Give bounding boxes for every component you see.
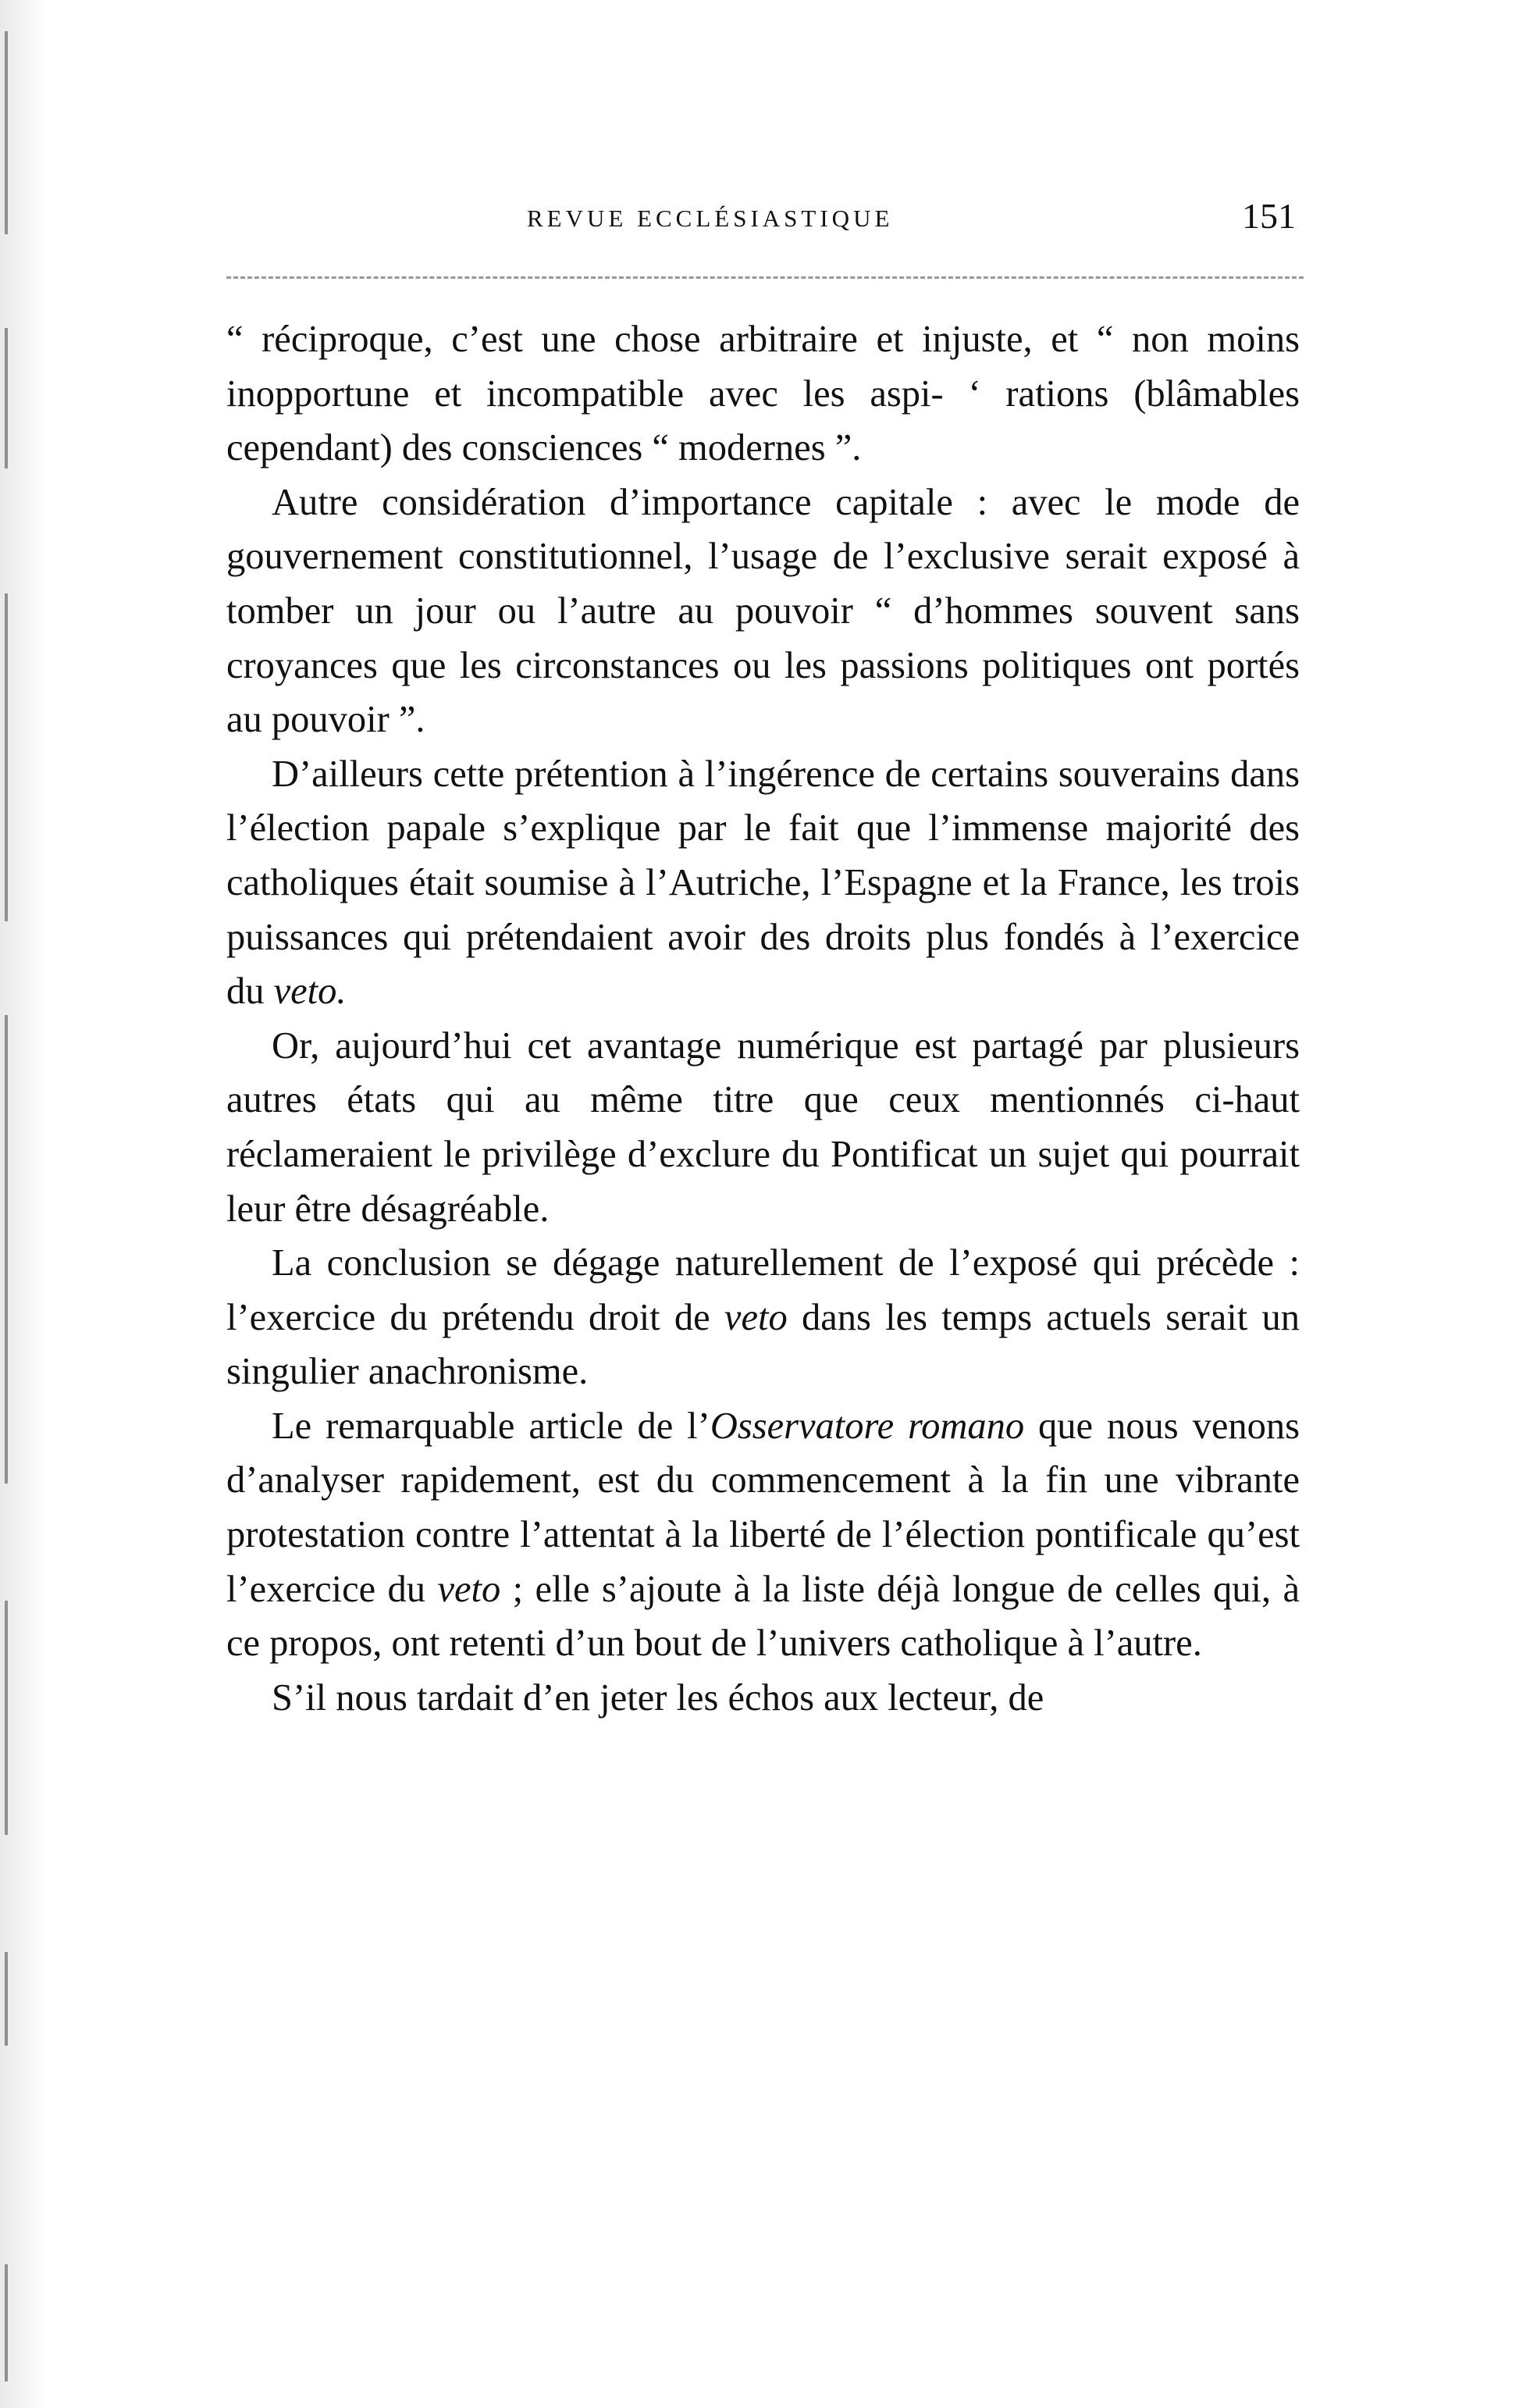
scan-edge-mark (5, 328, 8, 468)
body-text (226, 312, 1300, 1725)
paragraph-text: La conclusion se dégage naturellement de l’exposé qui précède : l’exercice du prétendu droit de (226, 1242, 1300, 1338)
header-rule (226, 276, 1304, 279)
italic-term: veto (724, 1296, 788, 1338)
scan-edge-mark (5, 1601, 8, 1835)
paragraph: “ réciproque, c’est une chose arbitraire et injuste, et “ non moins inopportune et incompatible avec les aspi- ‘ rations (blâmables cependant) des consciences “ modernes ”. (226, 319, 1300, 469)
italic-term: veto (437, 1568, 501, 1610)
paragraph: S’il nous tardait d’en jeter les échos aux lecteur, de (272, 1676, 1044, 1719)
paragraph-text: Le remarquable article de l’ (272, 1405, 710, 1447)
scan-edge-mark (5, 2264, 8, 2381)
page-number: 151 (1242, 196, 1296, 236)
paragraph-text: ; elle s’ajoute à la liste déjà longue de celles qui, à ce propos, ont retenti d’un bout de l’univers catholique à l’autre. (226, 1568, 1300, 1665)
paragraph-text: D’ailleurs cette prétention à l’ingérence de certains souverains dans l’élection papale s’explique par le fait que l’immense majorité des catholiques était soumise à l’Autriche, l’Espagne et la France, les trois puissances qui prétendaient avoir des droits plus fondés à l’exercice du (226, 753, 1300, 1013)
paragraph: Or, aujourd’hui cet avantage numérique est partagé par plusieurs autres états qui au même titre que ceux mentionnés ci-haut réclameraient le privilège d’exclure du Pontificat un sujet qui pourrait leur être désagréable. (226, 1024, 1300, 1230)
paragraph-text: dans les temps actuels serait un singulier anachronisme. (226, 1296, 1300, 1393)
paragraph-text: que nous venons d’analyser rapidement, est du commencement à la fin une vibrante protestation contre l’attentat à la liberté de l’élection pontificale qu’est l’exercice du (226, 1405, 1300, 1610)
paragraph (226, 1236, 1300, 1399)
page-header (226, 195, 1319, 250)
scan-edge-mark (5, 31, 8, 234)
paragraph: Autre considération d’importance capitale : avec le mode de gouvernement constitutionnel, l’usage de l’exclusive serait exposé à tomber un jour ou l’autre au pouvoir “ d’hommes souvent sans croyances que les circonstances ou les passions politiques ont portés au pouvoir ”. (226, 481, 1300, 741)
paragraph (226, 1399, 1300, 1671)
scan-edge (0, 0, 45, 2408)
italic-term: veto. (273, 971, 347, 1013)
scan-edge-mark (5, 593, 8, 921)
scan-edge-mark (5, 1015, 8, 1484)
paragraph (226, 747, 1300, 1019)
italic-title: Osservatore romano (710, 1405, 1025, 1447)
running-title: REVUE ECCLÉSIASTIQUE (527, 205, 894, 232)
scan-edge-mark (5, 1952, 8, 2046)
